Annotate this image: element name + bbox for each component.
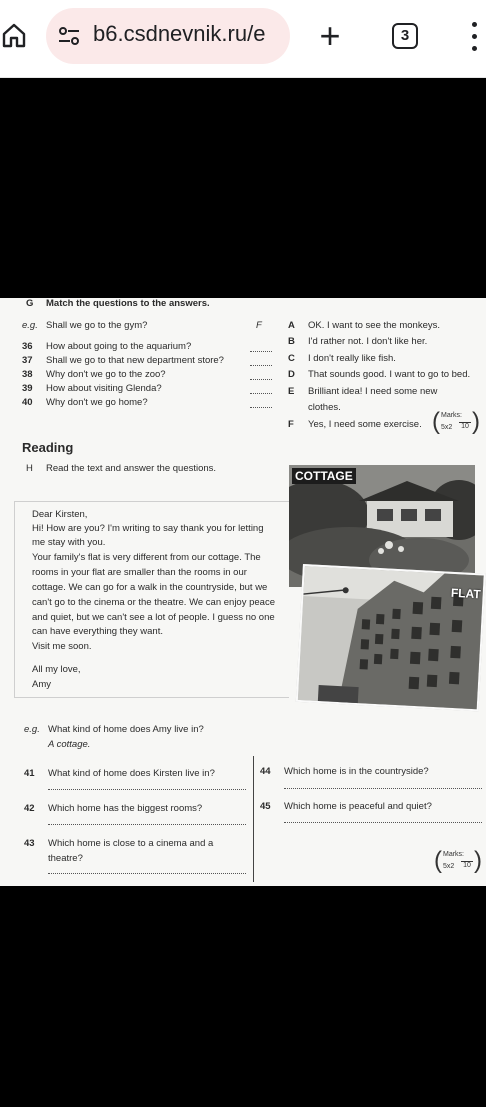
letter-line: All my love, [32, 664, 81, 675]
address-bar[interactable] [46, 8, 290, 64]
marks-total: 10 [461, 861, 473, 869]
question-text: Which home is close to a cinema and a [48, 838, 214, 849]
answer-letter: A [288, 320, 295, 331]
question-text: How about visiting Glenda? [46, 383, 162, 394]
answer-blank[interactable] [250, 351, 272, 352]
exercise-h-letter: H [26, 463, 33, 474]
answer-text: OK. I want to see the monkeys. [308, 320, 441, 331]
marks-total: 10 [459, 422, 471, 430]
column-divider [253, 756, 254, 882]
example-number: e.g. [24, 724, 40, 735]
marks-label: Marks: [441, 412, 462, 419]
question-number: 44 [260, 766, 271, 777]
plus-icon[interactable]: + [319, 15, 341, 56]
question-text: Which home is peaceful and quiet? [284, 801, 432, 812]
question-number: 45 [260, 801, 271, 812]
answer-blank[interactable] [250, 393, 272, 394]
letter-line: Visit me soon. [32, 641, 92, 652]
letter-line: me stay with you. [32, 537, 106, 548]
cottage-label: COTTAGE [292, 468, 356, 484]
more-vertical-icon[interactable] [468, 20, 480, 54]
question-number: 43 [24, 838, 35, 849]
answer-letter: E [288, 386, 295, 397]
exercise-h-instruction: Read the text and answer the questions. [46, 463, 217, 474]
question-number: 38 [22, 369, 33, 380]
question-text: What kind of home does Kirsten live in? [48, 768, 215, 779]
question-text: Why don't we go home? [46, 397, 148, 408]
letter-line: and quiet, but we can't see a lot of people. I guess no one [32, 612, 275, 623]
answer-letter: B [288, 336, 295, 347]
answer-line[interactable] [284, 788, 482, 789]
answer-blank[interactable] [250, 379, 272, 380]
question-number: 39 [22, 383, 33, 394]
question-text: Which home is in the countryside? [284, 766, 429, 777]
letter-line: can have everything they want. [32, 626, 163, 637]
letter-line: Amy [32, 679, 51, 690]
answer-text: I don't really like fish. [308, 353, 396, 364]
question-text: Why don't we go to the zoo? [46, 369, 166, 380]
tab-switcher-icon[interactable]: 3 [392, 23, 418, 49]
question-number: 40 [22, 397, 33, 408]
example-answer: F [256, 320, 262, 331]
worksheet-page [0, 298, 486, 886]
letter-line: can't go to the cinema or the theatre. We can enjoy peace [32, 597, 275, 608]
question-number: 42 [24, 803, 35, 814]
letter-line: Dear Kirsten, [32, 509, 88, 520]
question-text: theatre? [48, 853, 83, 864]
answer-line[interactable] [284, 822, 482, 823]
letter-line: Your family's flat is very different from our cottage. The [32, 552, 261, 563]
letter-line: rooms in your flat are smaller than the rooms in our [32, 567, 247, 578]
marks-box: ( Marks: 5x2 10 ) [434, 847, 482, 874]
question-number: 36 [22, 341, 33, 352]
example-answer: A cottage. [48, 739, 91, 750]
browser-toolbar [0, 0, 486, 78]
marks-label: Marks: [443, 851, 464, 858]
question-text: Shall we go to that new department store? [46, 355, 224, 366]
answer-letter: F [288, 419, 294, 430]
answer-line[interactable] [48, 789, 246, 790]
flat-label: FLAT [450, 585, 482, 602]
letter-line: Hi! How are you? I'm writing to say thank you for letting [32, 523, 264, 534]
example-question: Shall we go to the gym? [46, 320, 148, 331]
question-number: 37 [22, 355, 33, 366]
example-question: What kind of home does Amy live in? [48, 724, 204, 735]
marks-multiplier: 5x2 [443, 863, 455, 870]
url-text[interactable]: b6.csdnevnik.ru/e [93, 21, 266, 46]
answer-text: Yes, I need some exercise. [308, 419, 422, 430]
answer-text: That sounds good. I want to go to bed. [308, 369, 471, 380]
exercise-g-letter: G [26, 298, 34, 309]
home-icon[interactable] [2, 22, 26, 48]
letter-line: cottage. We can go for a walk in the countryside, but we [32, 582, 268, 593]
question-number: 41 [24, 768, 35, 779]
question-text: How about going to the aquarium? [46, 341, 192, 352]
example-number: e.g. [22, 320, 38, 331]
question-text: Which home has the biggest rooms? [48, 803, 203, 814]
answer-blank[interactable] [250, 365, 272, 366]
answer-blank[interactable] [250, 407, 272, 408]
answer-text: I'd rather not. I don't like her. [308, 336, 428, 347]
answer-letter: D [288, 369, 295, 380]
flat-photo [296, 564, 486, 711]
reading-heading: Reading [22, 440, 74, 455]
exercise-g-instruction: Match the questions to the answers. [46, 298, 210, 309]
answer-letter: C [288, 353, 295, 364]
answer-text: Brilliant idea! I need some new [308, 386, 438, 397]
answer-line[interactable] [48, 873, 246, 874]
marks-box: ( Marks: 5x2 10 ) [432, 408, 480, 435]
answer-line[interactable] [48, 824, 246, 825]
tune-icon[interactable] [58, 26, 80, 46]
marks-multiplier: 5x2 [441, 424, 453, 431]
answer-text: clothes. [308, 402, 341, 413]
